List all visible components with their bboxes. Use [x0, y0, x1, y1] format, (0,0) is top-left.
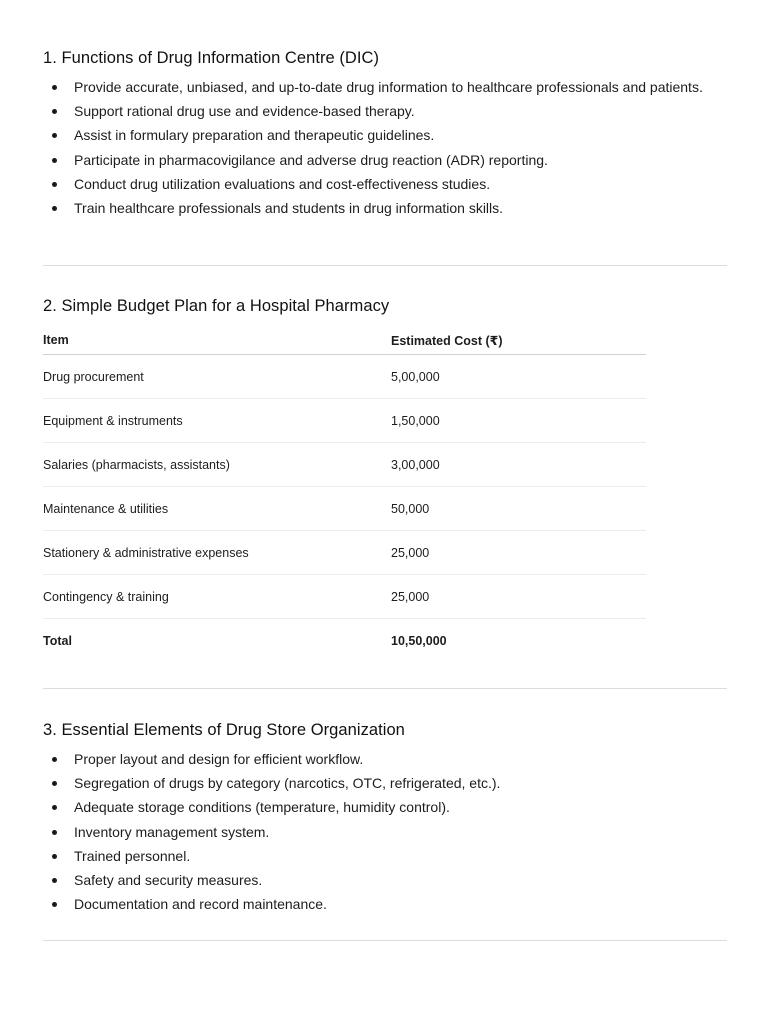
cost-cell: 50,000: [391, 487, 646, 531]
section-divider: [43, 265, 727, 266]
section-2-heading: 2. Simple Budget Plan for a Hospital Pharmacy: [43, 297, 390, 315]
column-header-item: Item: [43, 326, 391, 355]
item-cell: Salaries (pharmacists, assistants): [43, 443, 391, 487]
table-row: [43, 355, 646, 399]
table-row: [43, 531, 646, 575]
list-item: Trained personnel.: [43, 846, 713, 866]
list-item: Assist in formulary preparation and therapeutic guidelines.: [43, 125, 713, 145]
item-cell: Maintenance & utilities: [43, 487, 391, 531]
list-item: Safety and security measures.: [43, 870, 713, 890]
cost-cell: 25,000: [391, 575, 646, 619]
item-cell: Contingency & training: [43, 575, 391, 619]
list-item: Train healthcare professionals and students in drug information skills.: [43, 198, 713, 218]
list-item: Participate in pharmacovigilance and adverse drug reaction (ADR) reporting.: [43, 150, 713, 170]
table-row: [43, 487, 646, 531]
table-row: [43, 443, 646, 487]
table-row: [43, 575, 646, 619]
table-header-row: [43, 326, 646, 355]
budget-table: [43, 326, 646, 662]
drug-store-elements-list: [43, 749, 713, 918]
list-item: Documentation and record maintenance.: [43, 894, 713, 914]
section-1-heading: 1. Functions of Drug Information Centre (DIC): [43, 49, 380, 67]
total-cost: 10,50,000: [391, 633, 447, 648]
list-item: Adequate storage conditions (temperature, humidity control).: [43, 797, 713, 817]
list-item: Provide accurate, unbiased, and up-to-date drug information to healthcare professionals and patients.: [43, 77, 713, 97]
list-item: Support rational drug use and evidence-based therapy.: [43, 101, 713, 121]
cost-cell: 5,00,000: [391, 355, 646, 399]
section-3-heading: 3. Essential Elements of Drug Store Organization: [43, 721, 405, 739]
total-label: Total: [43, 633, 72, 648]
section-divider: [43, 688, 727, 689]
table-row: [43, 399, 646, 443]
item-cell: Drug procurement: [43, 355, 391, 399]
cost-cell: 25,000: [391, 531, 646, 575]
cost-cell: 1,50,000: [391, 399, 646, 443]
list-item: Proper layout and design for efficient workflow.: [43, 749, 713, 769]
list-item: Segregation of drugs by category (narcotics, OTC, refrigerated, etc.).: [43, 773, 713, 793]
column-header-cost: Estimated Cost (₹): [391, 326, 646, 355]
list-item: Conduct drug utilization evaluations and cost-effectiveness studies.: [43, 174, 713, 194]
dic-functions-list: [43, 77, 713, 222]
cost-cell: 3,00,000: [391, 443, 646, 487]
list-item: Inventory management system.: [43, 822, 713, 842]
total-row: [43, 619, 646, 663]
item-cell: Stationery & administrative expenses: [43, 531, 391, 575]
section-divider: [43, 940, 727, 941]
item-cell: Equipment & instruments: [43, 399, 391, 443]
